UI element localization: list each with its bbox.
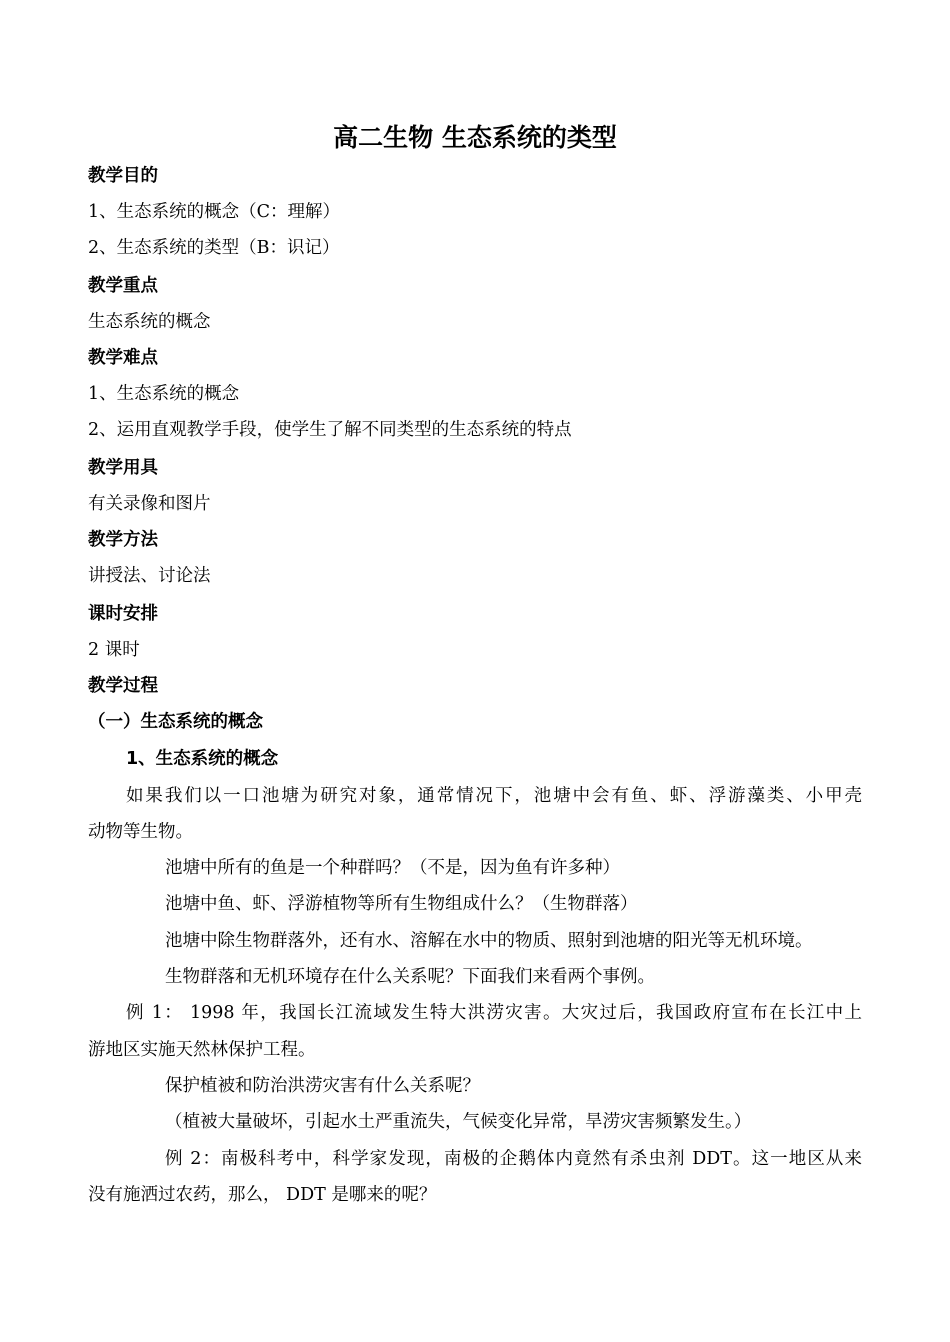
objective-item-1: 1、生态系统的概念（C：理解） bbox=[88, 202, 341, 222]
tools-heading: 教学用具 bbox=[88, 458, 158, 478]
example-1-line: 游地区实施天然林保护工程。 bbox=[88, 1040, 316, 1060]
methods-heading: 教学方法 bbox=[88, 530, 158, 550]
document-title: 高二生物 生态系统的类型 bbox=[333, 123, 617, 152]
key-points-heading: 教学重点 bbox=[88, 276, 158, 296]
methods-text: 讲授法、讨论法 bbox=[88, 566, 211, 586]
question-line: 池塘中鱼、虾、浮游植物等所有生物组成什么？（生物群落） bbox=[165, 894, 638, 914]
objectives-heading: 教学目的 bbox=[88, 166, 158, 186]
tools-text: 有关录像和图片 bbox=[88, 494, 211, 514]
process-heading: 教学过程 bbox=[88, 676, 158, 696]
question-line: 保护植被和防治洪涝灾害有什么关系呢？ bbox=[165, 1076, 480, 1096]
key-points-text: 生态系统的概念 bbox=[88, 312, 211, 332]
example-2-line: 例 2：南极科考中，科学家发现，南极的企鹅体内竟然有杀虫剂 DDT。这一地区从来 bbox=[165, 1149, 862, 1169]
question-line: 池塘中所有的鱼是一个种群吗？（不是，因为鱼有许多种） bbox=[165, 858, 620, 878]
schedule-text: 2 课时 bbox=[88, 640, 140, 660]
difficulties-heading: 教学难点 bbox=[88, 348, 158, 368]
example-1-line: 例 1： 1998 年，我国长江流域发生特大洪涝灾害。大灾过后，我国政府宣布在长江中上 bbox=[126, 1003, 862, 1023]
schedule-heading: 课时安排 bbox=[88, 604, 158, 624]
objective-item-2: 2、生态系统的类型（B：识记） bbox=[88, 238, 340, 258]
difficulty-item-2: 2、运用直观教学手段，使学生了解不同类型的生态系统的特点 bbox=[88, 420, 572, 440]
paragraph-line: 如果我们以一口池塘为研究对象，通常情况下，池塘中会有鱼、虾、浮游藻类、小甲壳 bbox=[126, 786, 862, 806]
question-line: 池塘中除生物群落外，还有水、溶解在水中的物质、照射到池塘的阳光等无机环境。 bbox=[165, 931, 813, 951]
example-2-line: 没有施洒过农药，那么， DDT 是哪来的呢？ bbox=[88, 1185, 437, 1205]
process-part-1-heading: （一）生态系统的概念 bbox=[88, 712, 263, 732]
paragraph-line: 动物等生物。 bbox=[88, 822, 193, 842]
process-subheading-1: 1、生态系统的概念 bbox=[126, 749, 279, 769]
question-line: 生物群落和无机环境存在什么关系呢？下面我们来看两个事例。 bbox=[165, 967, 655, 987]
difficulty-item-1: 1、生态系统的概念 bbox=[88, 384, 240, 404]
answer-line: （植被大量破坏，引起水土严重流失，气候变化异常，旱涝灾害频繁发生。） bbox=[165, 1112, 752, 1132]
